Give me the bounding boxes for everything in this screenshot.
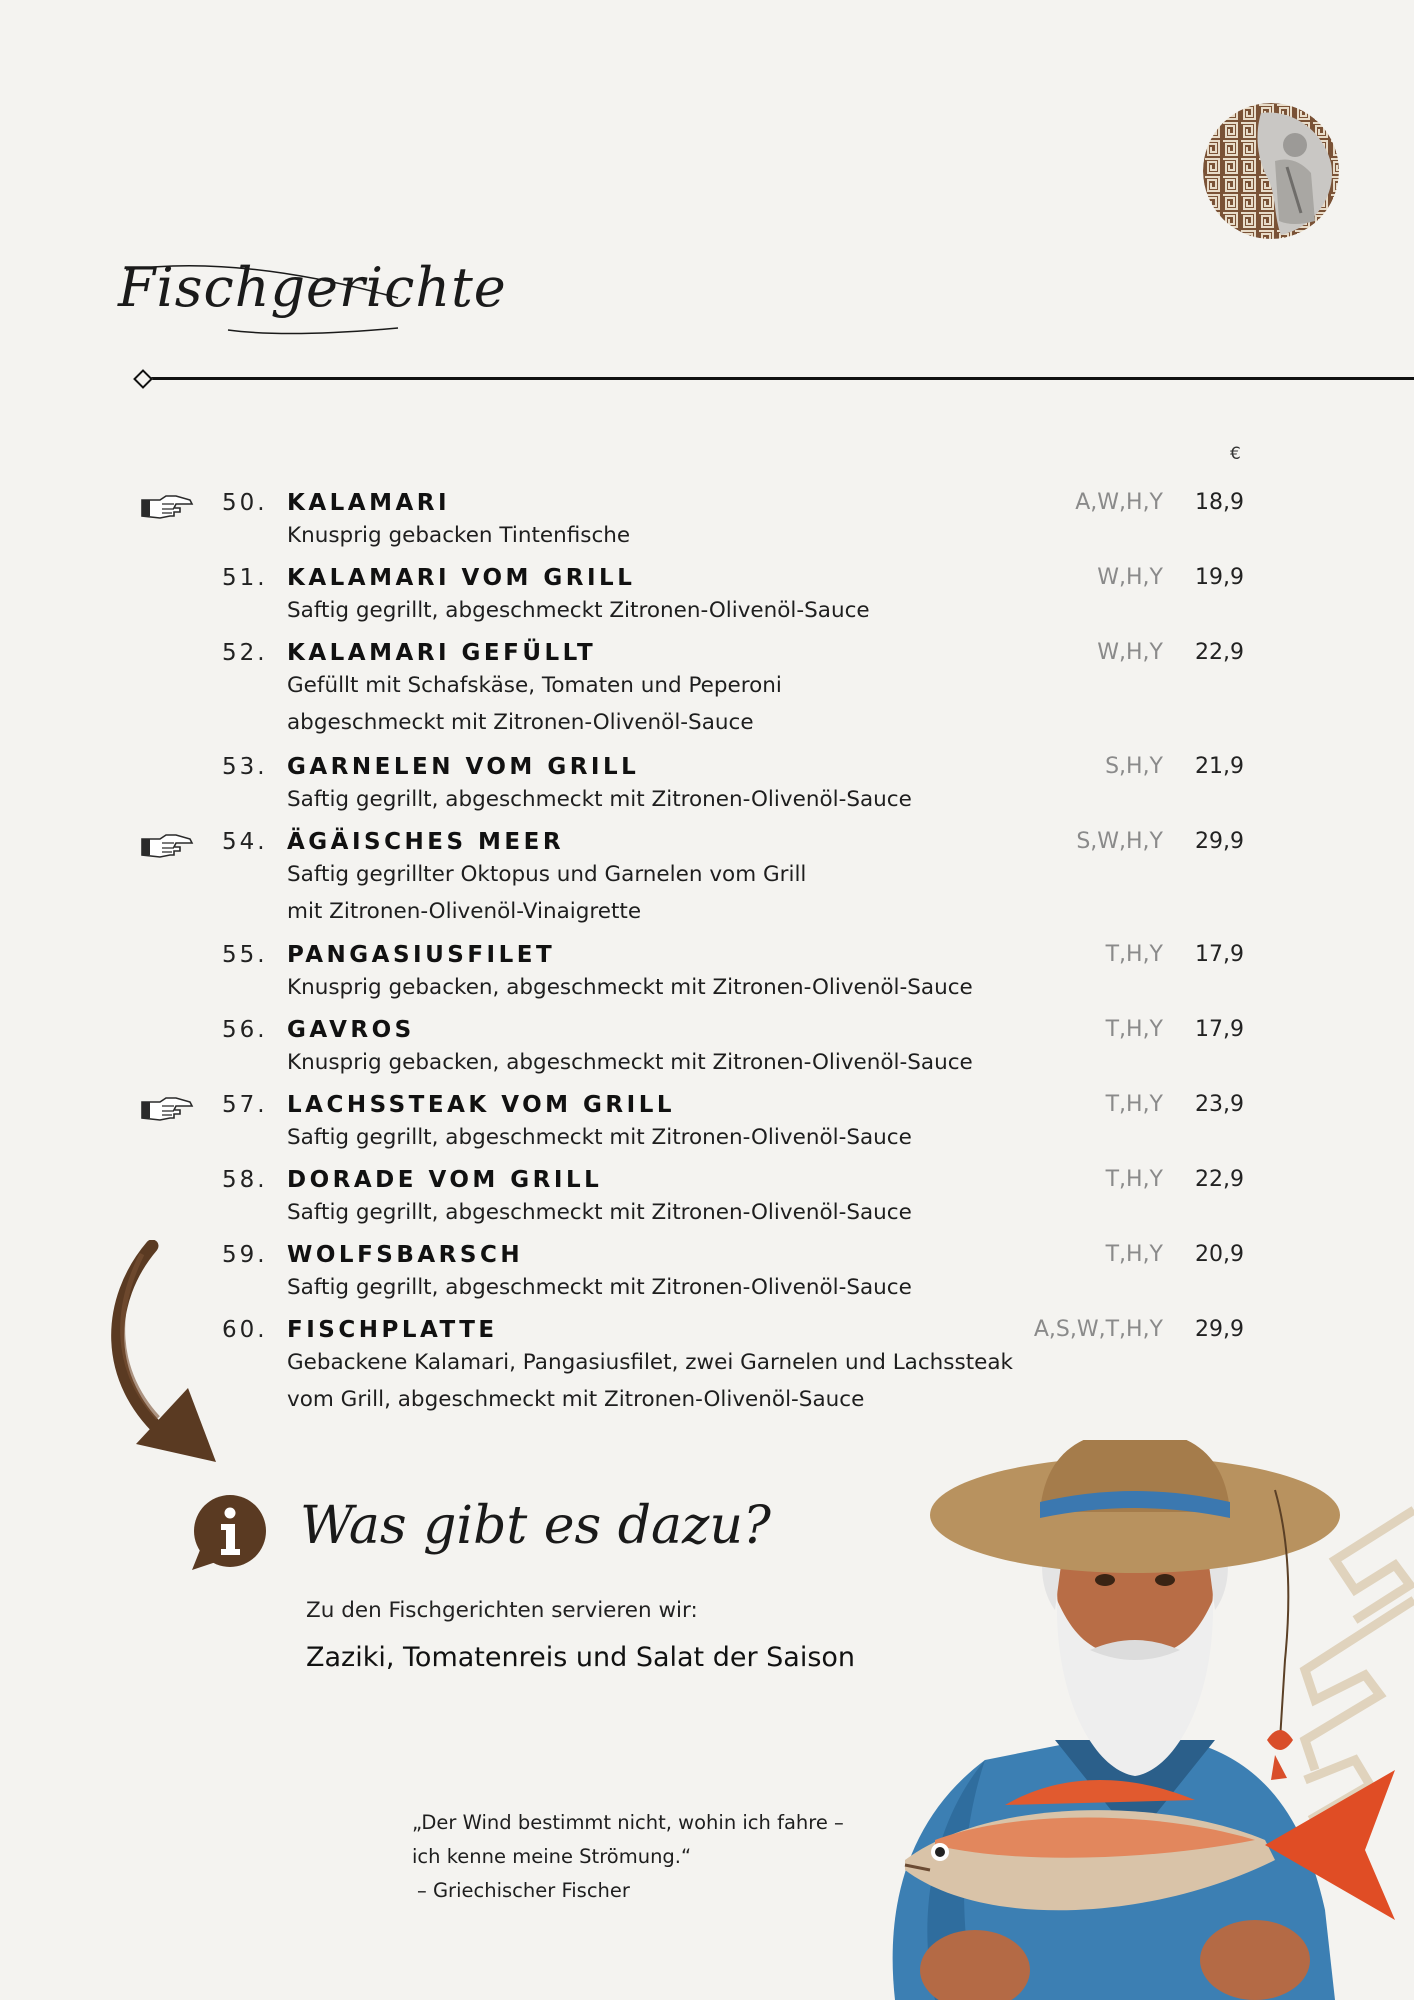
item-allergens: W,H,Y	[1097, 640, 1163, 665]
item-allergens: W,H,Y	[1097, 565, 1163, 590]
item-allergens: A,W,H,Y	[1075, 490, 1163, 515]
item-allergens: T,H,Y	[1105, 1092, 1163, 1117]
item-price: 21,9	[1195, 754, 1244, 779]
item-price: 19,9	[1195, 565, 1244, 590]
greek-medallion-image	[1203, 103, 1339, 239]
extras-intro: Zu den Fischgerichten servieren wir:	[306, 1598, 698, 1623]
item-number: 50.	[222, 490, 268, 516]
title-divider	[136, 377, 1414, 380]
item-description: Gefüllt mit Schafskäse, Tomaten und Peperoni	[287, 673, 782, 698]
item-number: 59.	[222, 1242, 268, 1268]
item-name: KALAMARI GEFÜLLT	[287, 640, 597, 666]
quote-line-2: ich kenne meine Strömung.“	[412, 1845, 692, 1868]
item-description: mit Zitronen-Olivenöl-Vinaigrette	[287, 899, 642, 924]
item-name: ÄGÄISCHES MEER	[287, 829, 565, 855]
item-description: Saftig gegrillt, abgeschmeckt mit Zitronen-Olivenöl-Sauce	[287, 1275, 912, 1300]
extras-title: Was gibt es dazu?	[300, 1496, 771, 1556]
fisherman-illustration	[835, 1440, 1414, 2000]
curved-arrow-icon	[96, 1240, 226, 1470]
item-number: 57.	[222, 1092, 268, 1118]
pointing-hand-icon	[140, 1094, 194, 1124]
item-number: 55.	[222, 942, 268, 968]
item-allergens: T,H,Y	[1105, 1242, 1163, 1267]
item-name: GARNELEN VOM GRILL	[287, 754, 640, 780]
item-name: DORADE VOM GRILL	[287, 1167, 603, 1193]
pointing-hand-icon	[140, 492, 194, 522]
quote-line-1: „Der Wind bestimmt nicht, wohin ich fahre –	[412, 1811, 844, 1834]
item-number: 53.	[222, 754, 268, 780]
item-name: WOLFSBARSCH	[287, 1242, 524, 1268]
item-name: PANGASIUSFILET	[287, 942, 556, 968]
item-number: 51.	[222, 565, 268, 591]
item-description: Saftig gegrillter Oktopus und Garnelen vom Grill	[287, 862, 807, 887]
item-description: Knusprig gebacken Tintenfische	[287, 523, 631, 548]
item-description: abgeschmeckt mit Zitronen-Olivenöl-Sauce	[287, 710, 754, 735]
item-description: Saftig gegrillt, abgeschmeckt mit Zitronen-Olivenöl-Sauce	[287, 787, 912, 812]
item-description: vom Grill, abgeschmeckt mit Zitronen-Olivenöl-Sauce	[287, 1387, 865, 1412]
item-description: Saftig gegrillt, abgeschmeckt mit Zitronen-Olivenöl-Sauce	[287, 1125, 912, 1150]
item-number: 54.	[222, 829, 268, 855]
item-name: LACHSSTEAK VOM GRILL	[287, 1092, 676, 1118]
item-allergens: T,H,Y	[1105, 1167, 1163, 1192]
title-swash-decoration	[118, 258, 408, 348]
item-price: 20,9	[1195, 1242, 1244, 1267]
item-description: Saftig gegrillt, abgeschmeckt mit Zitronen-Olivenöl-Sauce	[287, 1200, 912, 1225]
item-price: 29,9	[1195, 829, 1244, 854]
item-allergens: T,H,Y	[1105, 1017, 1163, 1042]
info-speech-bubble-icon	[190, 1494, 268, 1572]
item-name: KALAMARI VOM GRILL	[287, 565, 636, 591]
item-price: 17,9	[1195, 942, 1244, 967]
pointing-hand-icon	[140, 831, 194, 861]
item-price: 22,9	[1195, 640, 1244, 665]
extras-sides: Zaziki, Tomatenreis und Salat der Saison	[306, 1642, 856, 1673]
item-price: 29,9	[1195, 1317, 1244, 1342]
currency-label: €	[1230, 444, 1241, 464]
item-name: KALAMARI	[287, 490, 451, 516]
item-allergens: S,H,Y	[1105, 754, 1163, 779]
item-number: 58.	[222, 1167, 268, 1193]
item-price: 18,9	[1195, 490, 1244, 515]
item-price: 23,9	[1195, 1092, 1244, 1117]
item-name: GAVROS	[287, 1017, 415, 1043]
page-title: Fischgerichte	[118, 256, 507, 319]
item-price: 22,9	[1195, 1167, 1244, 1192]
item-description: Knusprig gebacken, abgeschmeckt mit Zitronen-Olivenöl-Sauce	[287, 975, 973, 1000]
item-description: Gebackene Kalamari, Pangasiusfilet, zwei Garnelen und Lachssteak	[287, 1350, 1013, 1375]
item-price: 17,9	[1195, 1017, 1244, 1042]
item-allergens: T,H,Y	[1105, 942, 1163, 967]
divider-diamond	[133, 369, 153, 389]
item-name: FISCHPLATTE	[287, 1317, 498, 1343]
fisherman-quote	[412, 1806, 844, 1908]
item-allergens: A,S,W,T,H,Y	[1033, 1317, 1163, 1342]
item-number: 60.	[222, 1317, 268, 1343]
item-description: Saftig gegrillt, abgeschmeckt Zitronen-Olivenöl-Sauce	[287, 598, 870, 623]
item-allergens: S,W,H,Y	[1076, 829, 1163, 854]
item-number: 56.	[222, 1017, 268, 1043]
quote-attribution: – Griechischer Fischer	[417, 1879, 630, 1902]
item-number: 52.	[222, 640, 268, 666]
item-description: Knusprig gebacken, abgeschmeckt mit Zitronen-Olivenöl-Sauce	[287, 1050, 973, 1075]
